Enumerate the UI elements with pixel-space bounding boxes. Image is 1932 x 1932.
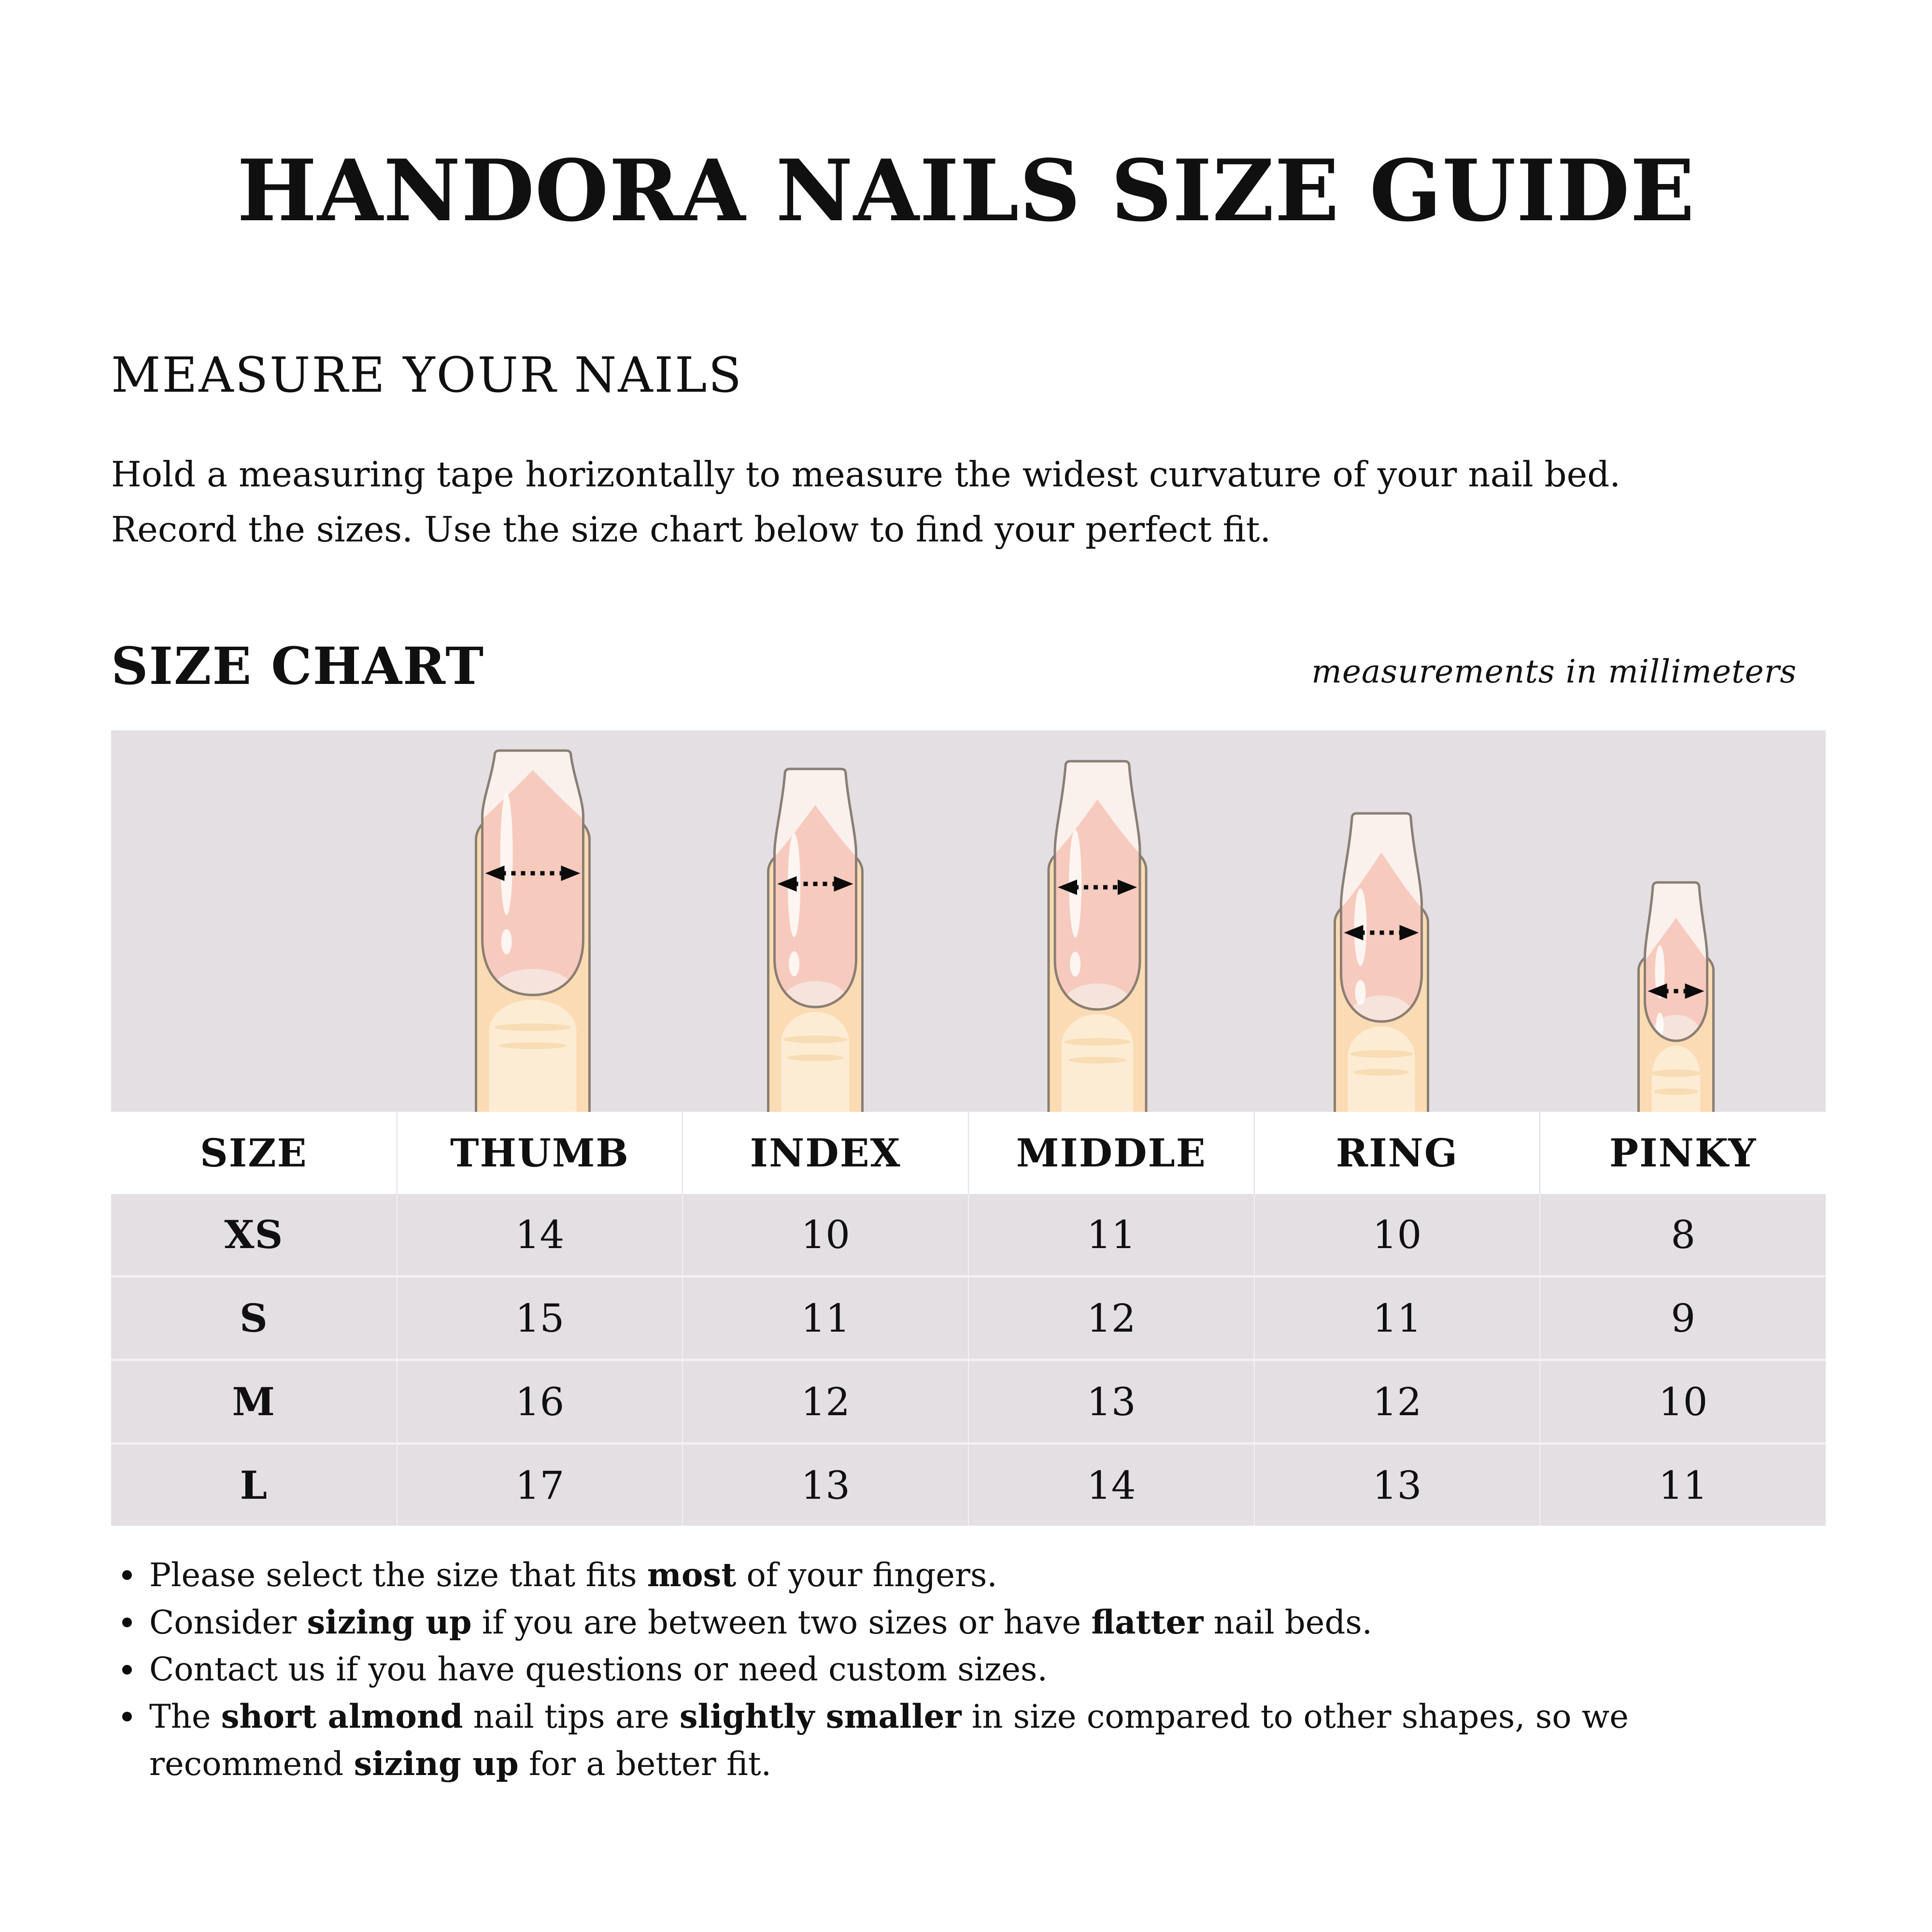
- knuckle-crease: [1650, 1069, 1701, 1077]
- size-chart-table-header: [111, 1112, 1826, 1194]
- column-header-index: INDEX: [682, 1112, 968, 1194]
- knuckle-crease: [1353, 1069, 1409, 1076]
- size-label-xs: XS: [111, 1194, 397, 1277]
- note-item-2: [118, 1599, 1790, 1646]
- cell-m-pinky: 10: [1540, 1360, 1826, 1444]
- page-title: HANDORA NAILS SIZE GUIDE: [237, 142, 1695, 241]
- bullet-icon: [122, 1618, 132, 1627]
- knuckle-crease: [1064, 1038, 1130, 1046]
- cell-xs-index: 10: [682, 1194, 968, 1277]
- note-item-4: [118, 1693, 1790, 1788]
- cell-m-ring: 12: [1254, 1360, 1540, 1444]
- knuckle-crease: [494, 1023, 571, 1031]
- cell-l-index: 13: [682, 1444, 968, 1526]
- cell-l-pinky: 11: [1540, 1444, 1826, 1526]
- table-row-s: [111, 1277, 1826, 1360]
- cell-xs-ring: 10: [1254, 1194, 1540, 1277]
- finger-illustration-index: [760, 769, 871, 1112]
- size-chart-table: [111, 1112, 1826, 1526]
- note-text: Consider sizing up if you are between two sizes or have flatter nail beds.: [149, 1603, 1373, 1641]
- cell-s-ring: 11: [1254, 1277, 1540, 1360]
- bullet-icon: [122, 1570, 132, 1580]
- cell-m-middle: 13: [968, 1360, 1254, 1444]
- nail-shine-dot: [501, 929, 512, 954]
- cell-s-index: 11: [682, 1277, 968, 1360]
- size-chart-heading: SIZE CHART: [111, 636, 485, 696]
- nail-shine-dot: [1070, 952, 1080, 977]
- column-header-ring: RING: [1254, 1112, 1540, 1194]
- finger-illustration-panel: [111, 730, 1826, 1112]
- finger-illustration-pinky: [1631, 882, 1722, 1112]
- cell-l-ring: 13: [1254, 1444, 1540, 1526]
- column-header-size: SIZE: [111, 1112, 397, 1194]
- bullet-icon: [122, 1665, 132, 1675]
- note-item-3: [118, 1646, 1790, 1693]
- cell-xs-thumb: 14: [397, 1194, 683, 1277]
- column-header-pinky: PINKY: [1540, 1112, 1826, 1194]
- nail-shine-dot: [789, 951, 799, 976]
- bullet-icon: [122, 1712, 132, 1721]
- size-label-m: M: [111, 1360, 397, 1444]
- knuckle-crease: [1654, 1088, 1699, 1095]
- cell-s-pinky: 9: [1540, 1277, 1826, 1360]
- knuckle-crease: [499, 1042, 567, 1049]
- knuckle-crease: [787, 1054, 844, 1061]
- measure-instructions-line2: Record the sizes. Use the size chart below to find your perfect fit.: [111, 509, 1271, 550]
- cell-l-thumb: 17: [397, 1444, 683, 1526]
- finger-illustration-ring: [1327, 813, 1436, 1112]
- cell-s-middle: 12: [968, 1277, 1254, 1360]
- cell-l-middle: 14: [968, 1444, 1254, 1526]
- units-note: measurements in millimeters: [1311, 653, 1797, 690]
- note-text: Contact us if you have questions or need custom sizes.: [149, 1650, 1048, 1688]
- measure-instructions-line1: Hold a measuring tape horizontally to measure the widest curvature of your nail bed.: [111, 454, 1621, 495]
- finger-illustration-middle: [1040, 761, 1154, 1112]
- size-label-s: S: [111, 1277, 397, 1360]
- cell-xs-middle: 11: [968, 1194, 1254, 1277]
- table-row-xs: [111, 1194, 1826, 1277]
- note-text: The short almond nail tips are slightly smaller in size compared to other shapes, so we recommend sizing up for a better fit.: [149, 1697, 1629, 1783]
- notes-list: [118, 1551, 1790, 1788]
- note-item-1: [118, 1551, 1790, 1599]
- knuckle-crease: [1350, 1050, 1413, 1058]
- nail-shine: [500, 793, 513, 915]
- measure-section-heading: MEASURE YOUR NAILS: [111, 347, 743, 403]
- note-text: Please select the size that fits most of your fingers.: [149, 1556, 997, 1594]
- cell-s-thumb: 15: [397, 1277, 683, 1360]
- column-header-middle: MIDDLE: [968, 1112, 1254, 1194]
- table-row-l: [111, 1444, 1826, 1526]
- knuckle-crease: [783, 1036, 848, 1043]
- knuckle-crease: [1068, 1057, 1126, 1064]
- finger-illustrations: [111, 730, 1826, 1112]
- table-row-m: [111, 1360, 1826, 1444]
- size-label-l: L: [111, 1444, 397, 1526]
- measure-instructions: [111, 447, 1850, 557]
- finger-illustration-thumb: [468, 751, 598, 1112]
- column-header-thumb: THUMB: [397, 1112, 683, 1194]
- cell-m-thumb: 16: [397, 1360, 683, 1444]
- cell-xs-pinky: 8: [1540, 1194, 1826, 1277]
- cell-m-index: 12: [682, 1360, 968, 1444]
- nail-shine-dot: [1355, 980, 1366, 1005]
